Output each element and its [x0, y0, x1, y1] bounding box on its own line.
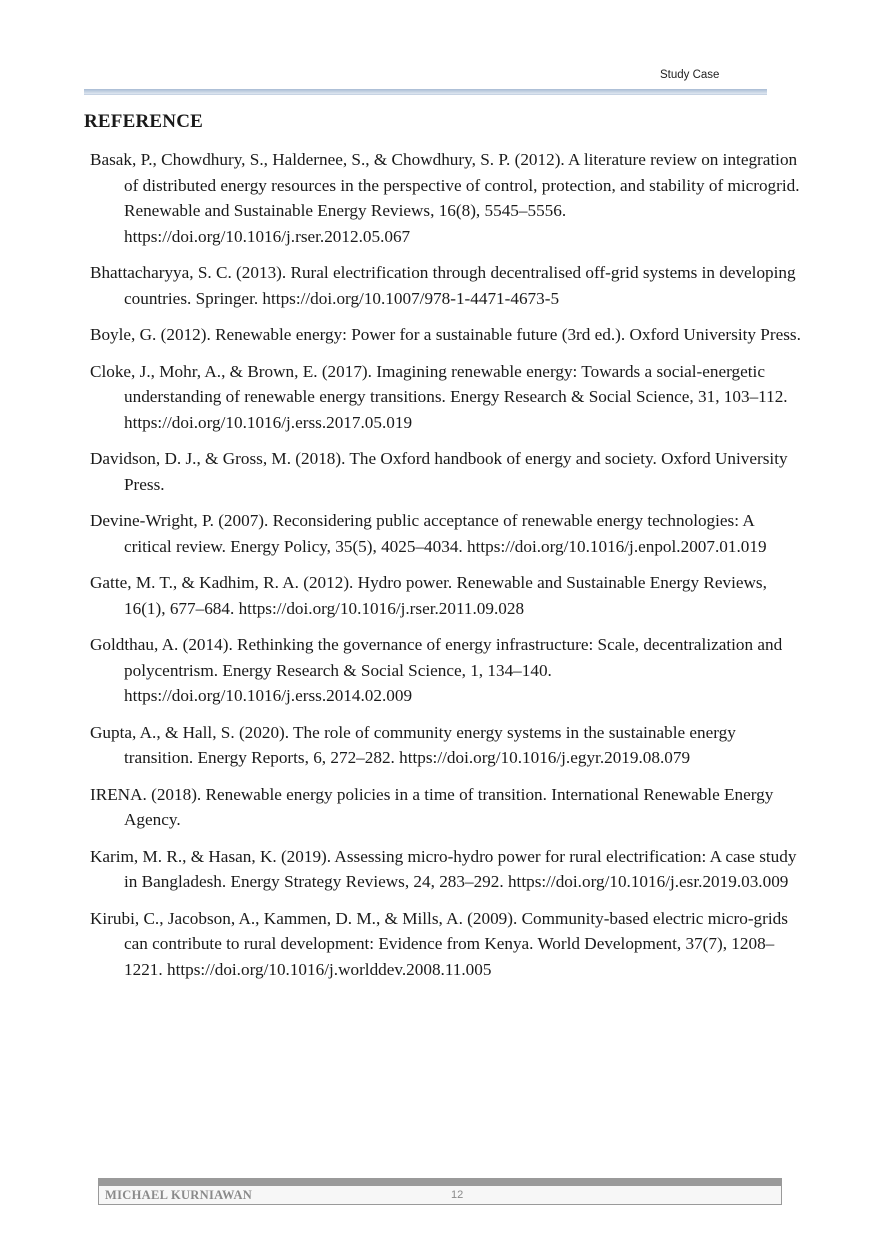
reference-list: [90, 147, 802, 993]
reference-entry: Goldthau, A. (2014). Rethinking the governance of energy infrastructure: Scale, decentralization and polycentrism. Energy Research & Social Science, 1, 134–140. https://doi.org/10.1016/j.erss.2014.02.009: [90, 635, 783, 705]
reference-entry: Basak, P., Chowdhury, S., Haldernee, S., & Chowdhury, S. P. (2012). A literature review on integration of distributed energy resources in the perspective of control, protection, and stability of microgrid. Renewable and Sustainable Energy Reviews, 16(8), 5545–5556. https://doi.org/10.1016/j.rser.2012.05.067: [90, 150, 800, 246]
reference-entry: IRENA. (2018). Renewable energy policies in a time of transition. International Renewable Energy Agency.: [90, 784, 774, 829]
reference-entry: Gupta, A., & Hall, S. (2020). The role of community energy systems in the sustainable energy transition. Energy Reports, 6, 272–282. https://doi.org/10.1016/j.egyr.2019.08.079: [90, 722, 736, 767]
header-label: Study Case: [660, 69, 720, 81]
footer: [98, 1186, 782, 1205]
reference-entry: Bhattacharyya, S. C. (2013). Rural electrification through decentralised off-grid systems in developing countries. Springer. https://doi.org/10.1007/978-1-4471-4673-5: [90, 263, 796, 308]
header-rule: [84, 89, 767, 95]
reference-entry: Karim, M. R., & Hasan, K. (2019). Assessing micro-hydro power for rural electrification: A case study in Bangladesh. Energy Strategy Reviews, 24, 283–292. https://doi.org/10.1016/j.esr.2019.03.009: [90, 846, 797, 891]
footer-author: MICHAEL KURNIAWAN: [105, 1188, 253, 1202]
reference-entry: Davidson, D. J., & Gross, M. (2018). The Oxford handbook of energy and society. Oxford University Press.: [90, 449, 788, 494]
reference-entry: Cloke, J., Mohr, A., & Brown, E. (2017). Imagining renewable energy: Towards a social-energetic understanding of renewable energy transitions. Energy Research & Social Science, 31, 103–112. https://doi.org/10.1016/j.erss.2017.05.019: [90, 361, 788, 432]
reference-entry: Devine-Wright, P. (2007). Reconsidering public acceptance of renewable energy technologies: A critical review. Energy Policy, 35(5), 4025–4034. https://doi.org/10.1016/j.enpol.2007.01.019: [90, 511, 767, 556]
reference-entry: Kirubi, C., Jacobson, A., Kammen, D. M., & Mills, A. (2009). Community-based electric micro-grids can contribute to rural development: Evidence from Kenya. World Development, 37(7), 1208–1221. https://doi.org/10.1016/j.worlddev.2008.11.005: [90, 908, 788, 979]
page-number: 12: [451, 1189, 464, 1201]
reference-entry: Gatte, M. T., & Kadhim, R. A. (2012). Hydro power. Renewable and Sustainable Energy Reviews, 16(1), 677–684. https://doi.org/10.1016/j.rser.2011.09.028: [90, 573, 767, 618]
footer-rule: [98, 1178, 782, 1186]
reference-entry: Boyle, G. (2012). Renewable energy: Power for a sustainable future (3rd ed.). Oxford University Press.: [90, 325, 801, 344]
section-heading: REFERENCE: [84, 111, 203, 132]
